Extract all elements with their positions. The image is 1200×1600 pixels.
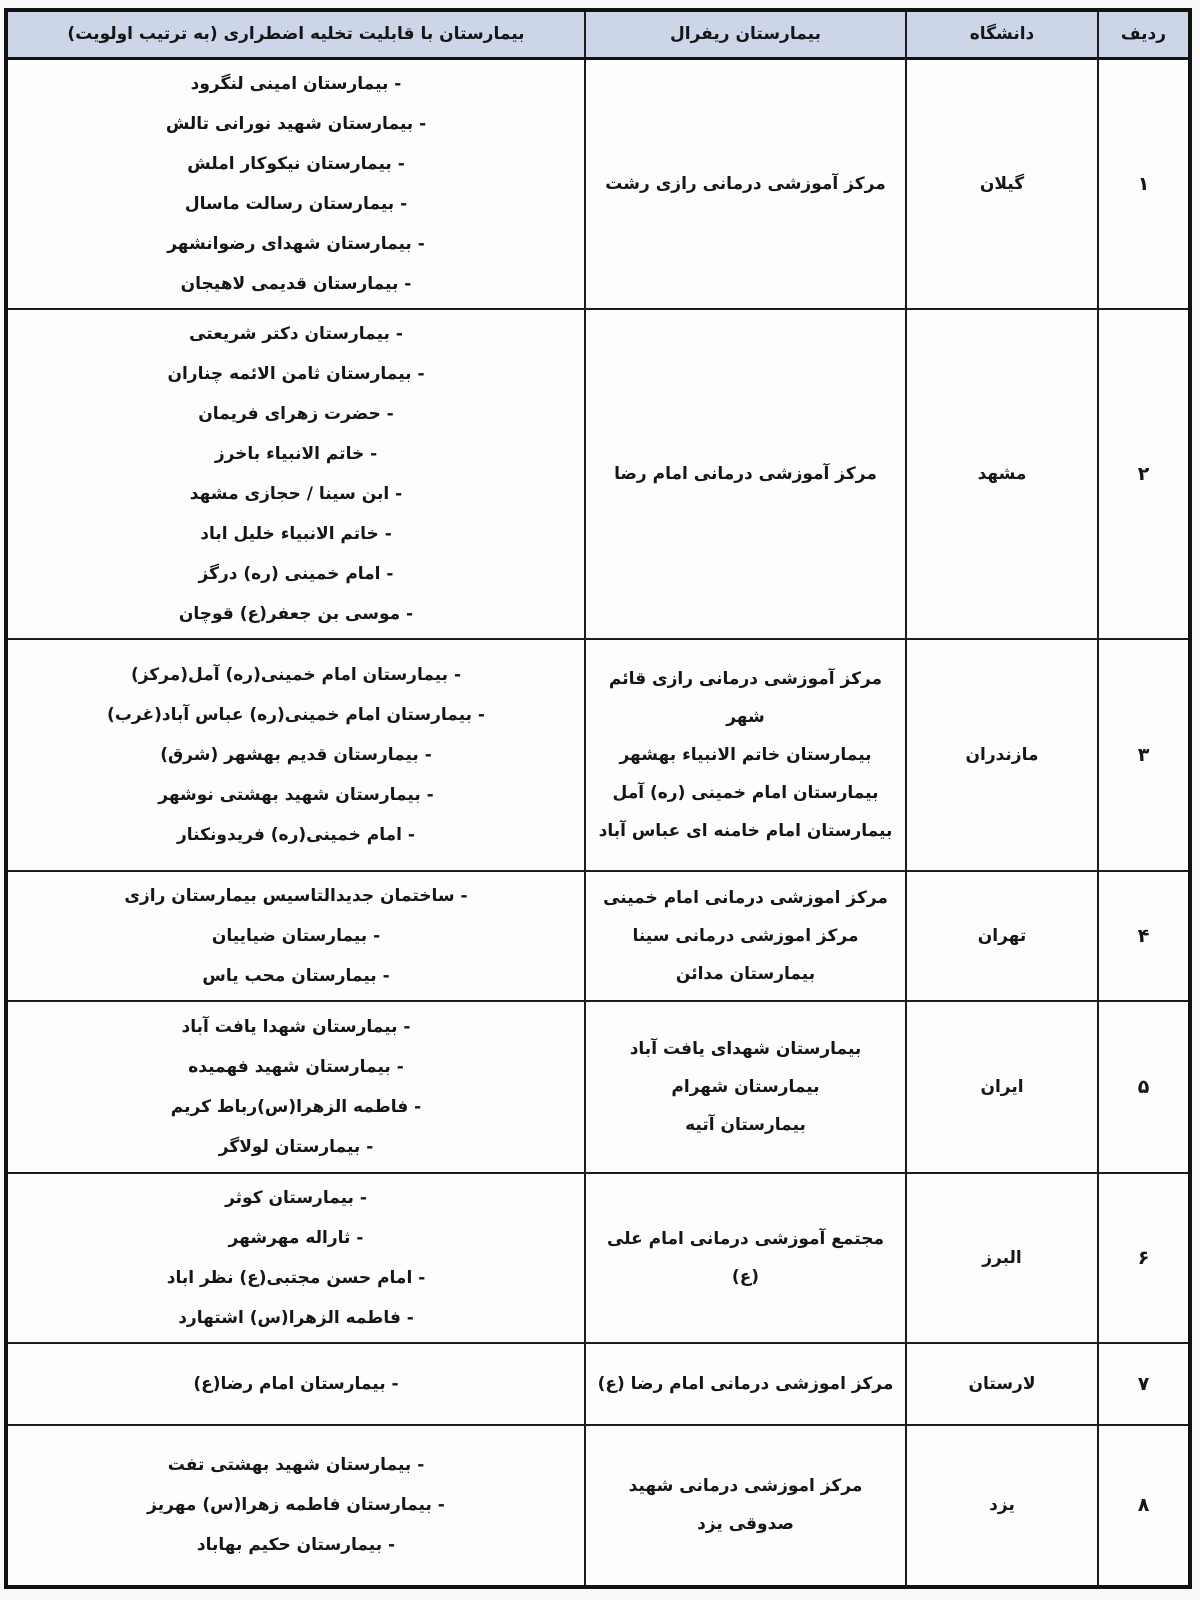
hospital-list-item: - خاتم الانبیاء خلیل اباد	[200, 523, 392, 544]
hospital-list-item: - بیمارستان محب یاس	[202, 965, 390, 986]
cell-referral-hospital	[585, 1001, 906, 1173]
hospital-list-item: - بیمارستان حکیم بهاباد	[196, 1535, 396, 1555]
hospital-list-item: - بیمارستان امام رضا(ع)	[193, 1373, 399, 1394]
referral-hospital-name: مرکز اموزشی درمانی شهید صدوقی یزد	[628, 1476, 863, 1534]
hospital-list-item: - فاطمه الزهرا(س)رباط کریم	[170, 1096, 422, 1117]
hospital-list-item: - بیمارستان شهید نورانی تالش	[165, 113, 427, 134]
hospital-list-item: - بیمارستان فاطمه زهرا(س) مهریز	[147, 1495, 445, 1515]
cell-evacuation-hospitals	[6, 1343, 585, 1425]
cell-evacuation-hospitals	[6, 639, 585, 871]
cell-university: یزد	[906, 1425, 1098, 1587]
referral-hospital-name: مرکز اموزشی درمانی امام خمینی	[603, 887, 888, 908]
hospital-list-item: - بیمارستان قدیمی لاهیجان	[180, 273, 412, 294]
hospital-list-item: - بیمارستان امام خمینی(ره) عباس آباد(غرب)	[107, 704, 485, 725]
hospital-list-item: - امام خمینی (ره) درگز	[198, 563, 394, 584]
hospital-evacuation-table	[4, 8, 1192, 1589]
cell-referral-hospital	[585, 639, 906, 871]
cell-row-number: ۲	[1098, 309, 1190, 639]
referral-hospital-name: بیمارستان امام خمینی (ره) آمل	[612, 782, 879, 803]
referral-hospital-name: مرکز اموزشی درمانی امام رضا (ع)	[597, 1373, 894, 1394]
hospital-list-item: - بیمارستان کوثر	[225, 1187, 367, 1208]
header-row	[6, 10, 1190, 58]
hospital-list-item: - بیمارستان قدیم بهشهر (شرق)	[160, 744, 432, 765]
referral-hospital-name: مرکز آموزشی درمانی رازی رشت	[605, 173, 886, 194]
referral-hospital-name: بیمارستان شهرام	[671, 1076, 820, 1097]
cell-university: لارستان	[906, 1343, 1098, 1425]
hospital-list-item: - بیمارستان شهدای رضوانشهر	[167, 233, 425, 254]
cell-referral-hospital	[585, 871, 906, 1001]
cell-evacuation-hospitals	[6, 1173, 585, 1343]
header-university: دانشگاه	[906, 10, 1098, 58]
hospital-list-item: - بیمارستان لولاگر	[218, 1136, 374, 1157]
hospital-list-item: - ابن سینا / حجازی مشهد	[189, 483, 403, 504]
cell-university: البرز	[906, 1173, 1098, 1343]
header-row-number: ردیف	[1098, 10, 1190, 58]
cell-evacuation-hospitals	[6, 58, 585, 309]
cell-referral-hospital	[585, 1173, 906, 1343]
cell-row-number: ۳	[1098, 639, 1190, 871]
hospital-list-item: - بیمارستان شهید بهشتی تفت	[167, 1455, 425, 1475]
table-row	[6, 871, 1190, 1001]
hospital-list-item: - بیمارستان دکتر شریعتی	[189, 323, 403, 344]
table-row	[6, 1425, 1190, 1587]
cell-evacuation-hospitals	[6, 309, 585, 639]
cell-row-number: ۷	[1098, 1343, 1190, 1425]
table-row	[6, 309, 1190, 639]
referral-hospital-name: بیمارستان شهدای یافت آباد	[629, 1038, 862, 1059]
cell-row-number: ۴	[1098, 871, 1190, 1001]
referral-hospital-name: مرکز آموزشی درمانی امام رضا	[614, 463, 877, 484]
cell-referral-hospital	[585, 1343, 906, 1425]
table-row	[6, 1343, 1190, 1425]
hospital-list-item: - بیمارستان امینی لنگرود	[190, 73, 402, 94]
cell-row-number: ۵	[1098, 1001, 1190, 1173]
cell-row-number: ۸	[1098, 1425, 1190, 1587]
referral-hospital-name: بیمارستان امام خامنه ای عباس آباد	[598, 820, 893, 841]
hospital-list-item: - موسی بن جعفر(ع) قوچان	[178, 603, 414, 624]
cell-referral-hospital	[585, 309, 906, 639]
hospital-list-item: - حضرت زهرای فریمان	[198, 403, 394, 424]
cell-referral-hospital	[585, 1425, 906, 1587]
cell-row-number: ۶	[1098, 1173, 1190, 1343]
table-row	[6, 1173, 1190, 1343]
cell-evacuation-hospitals	[6, 871, 585, 1001]
hospital-list-item: - ساختمان جدیدالتاسیس بیمارستان رازی	[124, 885, 468, 906]
hospital-list-item: - بیمارستان ضیاییان	[211, 925, 381, 946]
hospital-list-item: - بیمارستان امام خمینی(ره) آمل(مرکز)	[130, 664, 462, 685]
hospital-list-item: - بیمارستان شهید فهمیده	[188, 1056, 404, 1077]
header-referral-hospital: بیمارستان ریفرال	[585, 10, 906, 58]
hospital-list-item: - بیمارستان شهدا یافت آباد	[181, 1016, 411, 1037]
table-body	[6, 58, 1190, 1587]
header-evacuation-hospitals: بیمارستان با قابلیت تخلیه اضطراری (به ترتیب اولویت)	[6, 10, 585, 58]
table-row	[6, 58, 1190, 309]
hospital-list-item: - بیمارستان شهید بهشتی نوشهر	[158, 784, 434, 805]
referral-hospital-name: مجتمع آموزشی درمانی امام علی (ع)	[606, 1228, 885, 1287]
hospital-list-item: - امام حسن مجتبی(ع) نظر اباد	[166, 1267, 426, 1288]
referral-hospital-name: مرکز اموزشی درمانی سینا	[632, 925, 859, 946]
cell-university: تهران	[906, 871, 1098, 1001]
hospital-list-item: - فاطمه الزهرا(س) اشتهارد	[178, 1307, 414, 1328]
hospital-list-item: - بیمارستان ثامن الائمه چناران	[167, 363, 425, 384]
cell-evacuation-hospitals	[6, 1425, 585, 1587]
hospital-list-item: - امام خمینی(ره) فریدونکنار	[177, 824, 415, 845]
cell-evacuation-hospitals	[6, 1001, 585, 1173]
referral-hospital-name: بیمارستان خاتم الانبیاء بهشهر	[619, 744, 872, 765]
hospital-list-item: - بیمارستان نیکوکار املش	[187, 153, 405, 174]
cell-university: گیلان	[906, 58, 1098, 309]
cell-university: مازندران	[906, 639, 1098, 871]
referral-hospital-name: مرکز آموزشی درمانی رازی قائم شهر	[608, 668, 883, 727]
hospital-list-item: - بیمارستان رسالت ماسال	[184, 193, 408, 214]
cell-university: ایران	[906, 1001, 1098, 1173]
referral-hospital-name: بیمارستان مدائن	[675, 963, 816, 984]
cell-row-number: ۱	[1098, 58, 1190, 309]
cell-university: مشهد	[906, 309, 1098, 639]
table-row	[6, 639, 1190, 871]
cell-referral-hospital	[585, 58, 906, 309]
table-row	[6, 1001, 1190, 1173]
hospital-list-item: - خاتم الانبیاء باخرز	[214, 443, 378, 464]
hospital-list-item: - ثاراله مهرشهر	[228, 1227, 364, 1248]
referral-hospital-name: بیمارستان آتیه	[685, 1114, 806, 1135]
